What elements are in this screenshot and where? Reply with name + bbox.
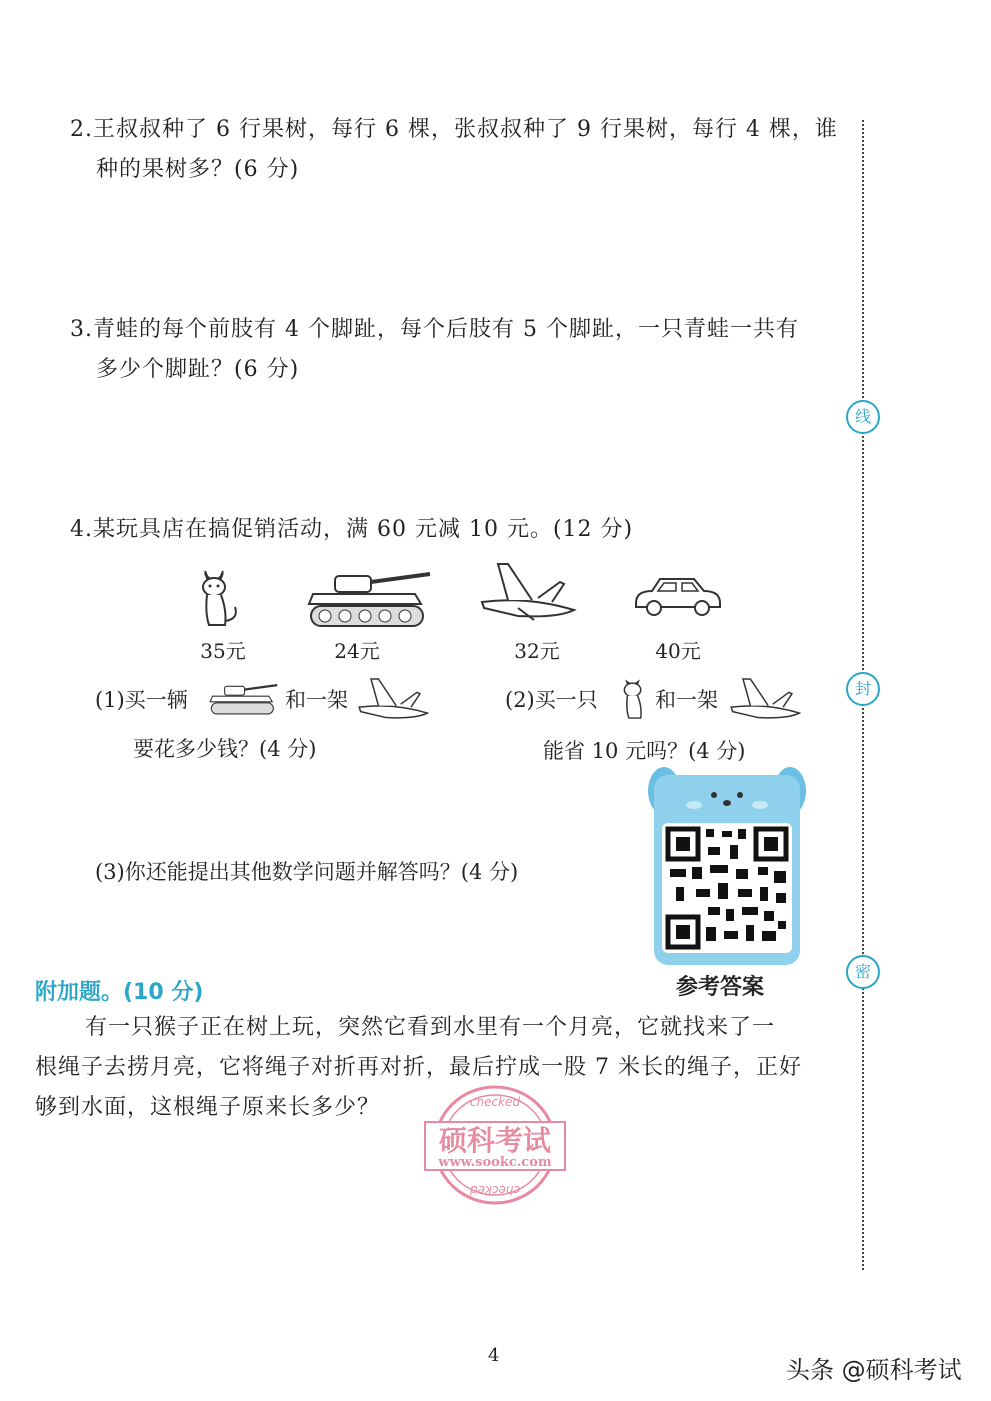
margin-label-seal: 封 <box>846 672 880 706</box>
margin-label-secret: 密 <box>846 955 880 989</box>
checked-stamp <box>415 1080 575 1210</box>
price-airplane: 32元 <box>514 639 560 663</box>
bonus-line1: 有一只猴子正在树上玩，突然它看到水里有一个月亮，它就找来了一 <box>85 1015 776 1040</box>
sub1-line2: 要花多少钱？(4 分) <box>133 737 317 761</box>
sub1-prefix: (1)买一辆 <box>95 688 188 712</box>
question-3-line2: 多少个脚趾？(6 分) <box>96 357 300 382</box>
question-4-title: 4.某玩具店在搞促销活动，满 60 元减 10 元。(12 分) <box>70 517 634 542</box>
question-3 <box>70 310 799 390</box>
sub2-prefix: (2)买一只 <box>505 688 598 712</box>
airplane-icon <box>355 676 433 722</box>
sub1-middle: 和一架 <box>285 688 348 712</box>
question-2 <box>70 110 838 190</box>
qr-code-icon <box>646 765 808 970</box>
sub2-middle: 和一架 <box>655 688 718 712</box>
bonus-line2: 根绳子去捞月亮，它将绳子对折再对折，最后拧成一股 7 米长的绳子，正好 <box>35 1055 802 1080</box>
tank-icon <box>305 568 435 630</box>
bonus-title: 附加题。(10 分) <box>35 980 204 1005</box>
qr-caption: 参考答案 <box>676 975 765 1000</box>
question-2-line1: 2.王叔叔种了 6 行果树，每行 6 棵，张叔叔种了 9 行果树，每行 4 棵，谁 <box>70 117 838 142</box>
sub3: (3)你还能提出其他数学问题并解答吗？(4 分) <box>95 860 519 884</box>
bonus-line3: 够到水面，这根绳子原来长多少？ <box>35 1095 381 1120</box>
price-tank: 24元 <box>334 639 380 663</box>
airplane-icon <box>478 560 580 622</box>
airplane-icon <box>727 676 805 722</box>
margin-label-line: 线 <box>846 400 880 434</box>
qr-code-block[interactable] <box>646 765 808 970</box>
cat-icon <box>618 672 656 724</box>
question-3-line1: 3.青蛙的每个前肢有 4 个脚趾，每个后肢有 5 个脚趾，一只青蛙一共有 <box>70 317 799 342</box>
svg-text:www.sookc.com: www.sookc.com <box>438 1155 552 1170</box>
watermark: 头条 @硕科考试 <box>786 1356 962 1384</box>
cat-icon <box>195 563 245 633</box>
price-cat: 35元 <box>200 639 246 663</box>
page-number: 4 <box>488 1345 500 1366</box>
svg-text:checked: checked <box>469 1183 521 1197</box>
sub2-line2: 能省 10 元吗？(4 分) <box>543 739 746 763</box>
car-icon <box>632 575 724 617</box>
svg-text:硕科考试: 硕科考试 <box>438 1124 552 1157</box>
tank-icon <box>208 678 280 720</box>
price-car: 40元 <box>655 639 701 663</box>
question-2-line2: 种的果树多？(6 分) <box>96 157 300 182</box>
svg-text:checked: checked <box>469 1095 521 1109</box>
